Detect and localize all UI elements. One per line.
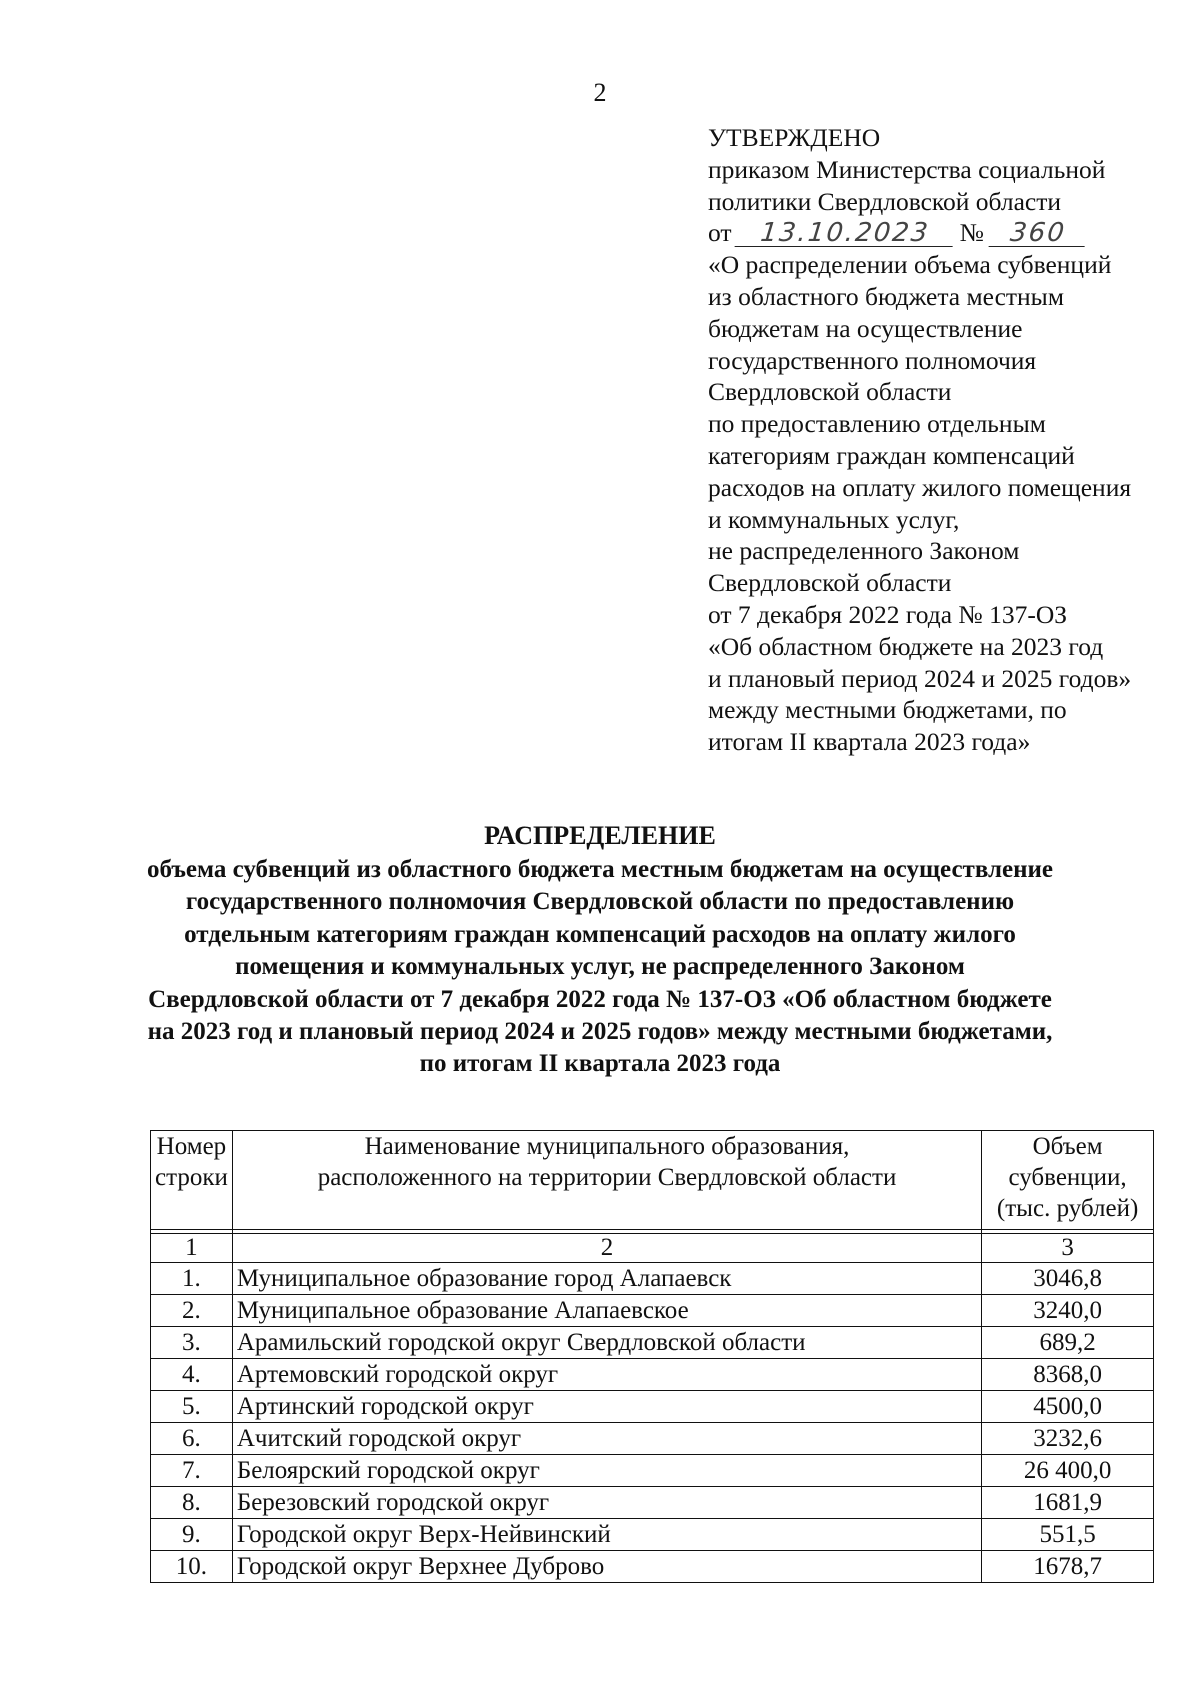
row-number: 9. xyxy=(151,1519,233,1551)
subvention-volume: 689,2 xyxy=(982,1327,1154,1359)
approval-subject-line: по предоставлению отдельным xyxy=(708,409,1046,439)
table-row xyxy=(151,1295,1154,1327)
page-number: 2 xyxy=(593,78,607,107)
municipality-name: Городской округ Верхнее Дуброво xyxy=(232,1551,981,1583)
approval-subject-line: от 7 декабря 2022 года № 137-ОЗ xyxy=(708,599,1068,629)
approval-subject-line: Свердловской области xyxy=(708,377,952,407)
header-text: Объем xyxy=(1032,1133,1103,1160)
subvention-volume: 4500,0 xyxy=(982,1391,1154,1423)
subvention-volume: 3046,8 xyxy=(982,1263,1154,1295)
municipality-name: Артинский городской округ xyxy=(232,1391,981,1423)
table-row xyxy=(151,1359,1154,1391)
number-label: № xyxy=(959,218,984,248)
document-title-block xyxy=(120,820,1080,1081)
subvention-volume: 26 400,0 xyxy=(982,1455,1154,1487)
table-row xyxy=(151,1423,1154,1455)
municipality-name: Белоярский городской округ xyxy=(232,1455,981,1487)
distribution-table-container xyxy=(150,1130,1154,1583)
approval-subject-line: между местными бюджетами, по xyxy=(708,695,1067,725)
table-row xyxy=(151,1263,1154,1295)
approval-subject-line: и плановый период 2024 и 2025 годов» xyxy=(708,663,1132,693)
subvention-volume: 8368,0 xyxy=(982,1359,1154,1391)
approval-date-number-row xyxy=(708,217,1178,249)
table-row xyxy=(151,1455,1154,1487)
table-header-row xyxy=(151,1131,1154,1230)
approval-subject-line: итогам II квартала 2023 года» xyxy=(708,727,1031,757)
table-row xyxy=(151,1487,1154,1519)
row-number: 7. xyxy=(151,1455,233,1487)
approval-subject-line: категориям граждан компенсаций xyxy=(708,440,1075,470)
approval-line: политики Свердловской области xyxy=(708,186,1062,216)
approval-subject-line: «Об областном бюджете на 2023 год xyxy=(708,631,1104,661)
row-number: 6. xyxy=(151,1423,233,1455)
approval-subject-line: бюджетам на осуществление xyxy=(708,313,1023,343)
header-subvention-volume xyxy=(982,1131,1154,1230)
header-text: Номер xyxy=(156,1133,227,1160)
subtitle-line: на 2023 год и плановый период 2024 и 2025 годов» между местными бюджетами, xyxy=(147,1018,1053,1046)
distribution-table xyxy=(150,1130,1154,1583)
handwritten-number: 360 xyxy=(988,220,1087,247)
header-municipality-name xyxy=(232,1131,981,1230)
approval-subject-line: Свердловской области xyxy=(708,568,952,598)
table-row xyxy=(151,1391,1154,1423)
municipality-name: Муниципальное образование город Алапаевск xyxy=(232,1263,981,1295)
header-text: субвенции, xyxy=(1008,1164,1127,1191)
approval-subject-line: расходов на оплату жилого помещения xyxy=(708,472,1132,502)
approval-subject-line: «О распределении объема субвенций xyxy=(708,250,1112,280)
municipality-name: Муниципальное образование Алапаевское xyxy=(232,1295,981,1327)
row-number: 4. xyxy=(151,1359,233,1391)
column-number: 2 xyxy=(232,1234,981,1263)
header-text: (тыс. рублей) xyxy=(996,1195,1139,1222)
subvention-volume: 1681,9 xyxy=(982,1487,1154,1519)
subvention-volume: 3232,6 xyxy=(982,1423,1154,1455)
subtitle-line: отдельным категориям граждан компенсаций расходов на оплату жилого xyxy=(184,920,1016,948)
approval-heading: УТВЕРЖДЕНО xyxy=(708,123,881,152)
from-label: от xyxy=(708,218,732,248)
municipality-name: Артемовский городской округ xyxy=(232,1359,981,1391)
table-row xyxy=(151,1551,1154,1583)
approval-subject-line: государственного полномочия xyxy=(708,345,1037,375)
subtitle-line: Свердловской области от 7 декабря 2022 года № 137-ОЗ «Об областном бюджете xyxy=(148,985,1052,1013)
municipality-name: Арамильский городской округ Свердловской области xyxy=(232,1327,981,1359)
subvention-volume: 551,5 xyxy=(982,1519,1154,1551)
header-row-number xyxy=(151,1131,233,1230)
municipality-name: Березовский городской округ xyxy=(232,1487,981,1519)
subtitle-line: по итогам II квартала 2023 года xyxy=(419,1050,781,1078)
subtitle-line: государственного полномочия Свердловской области по предоставлению xyxy=(185,888,1015,916)
table-row xyxy=(151,1327,1154,1359)
approval-subject-line: из областного бюджета местным xyxy=(708,281,1064,311)
row-number: 8. xyxy=(151,1487,233,1519)
approval-subject-line: и коммунальных услуг, xyxy=(708,504,960,534)
municipality-name: Ачитский городской округ xyxy=(232,1423,981,1455)
approval-block xyxy=(708,122,1178,758)
approval-line: приказом Министерства социальной xyxy=(708,154,1106,184)
subtitle-line: объема субвенций из областного бюджета местным бюджетам на осуществление xyxy=(146,856,1054,883)
handwritten-date: 13.10.2023 xyxy=(734,220,955,247)
header-text: расположенного на территории Свердловской области xyxy=(317,1164,897,1191)
table-row xyxy=(151,1519,1154,1551)
subvention-volume: 1678,7 xyxy=(982,1551,1154,1583)
row-number: 10. xyxy=(151,1551,233,1583)
row-number: 2. xyxy=(151,1295,233,1327)
column-number: 1 xyxy=(151,1234,233,1263)
document-title: РАСПРЕДЕЛЕНИЕ xyxy=(484,821,716,850)
row-number: 5. xyxy=(151,1391,233,1423)
subtitle-line: помещения и коммунальных услуг, не распределенного Законом xyxy=(235,953,965,981)
column-number-row xyxy=(151,1234,1154,1263)
column-number: 3 xyxy=(982,1234,1154,1263)
header-text: строки xyxy=(155,1164,228,1191)
municipality-name: Городской округ Верх-Нейвинский xyxy=(232,1519,981,1551)
document-subtitle xyxy=(120,854,1080,1081)
subvention-volume: 3240,0 xyxy=(982,1295,1154,1327)
approval-subject-line: не распределенного Законом xyxy=(708,536,1020,566)
row-number: 1. xyxy=(151,1263,233,1295)
header-text: Наименование муниципального образования, xyxy=(364,1133,850,1160)
row-number: 3. xyxy=(151,1327,233,1359)
